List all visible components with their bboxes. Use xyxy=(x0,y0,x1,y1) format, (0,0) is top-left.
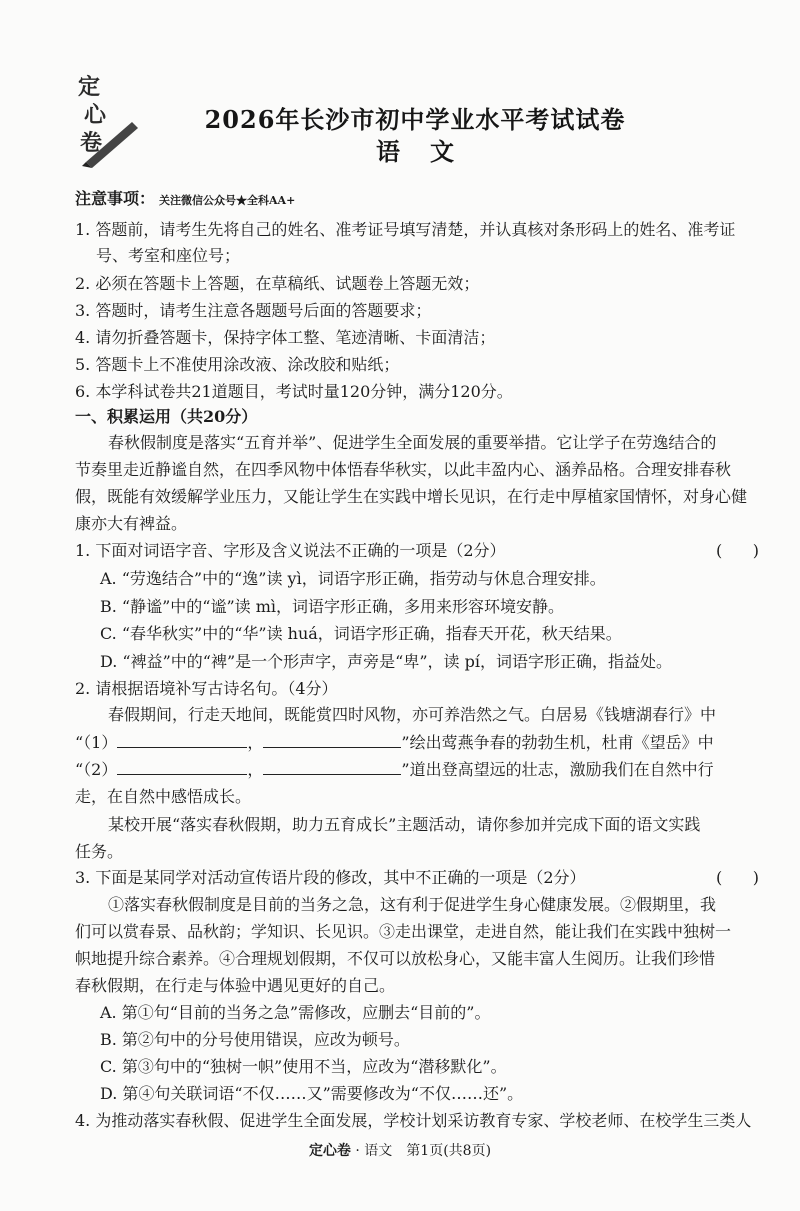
answer-blank[interactable] xyxy=(117,733,247,748)
q3-passage-line: 春秋假期，在行走与体验中遇见更好的自己。 xyxy=(75,976,396,995)
notice-label: 注意事项： xyxy=(75,189,156,208)
question-1-stem: 1. 下面对词语字音、字形及含义说法不正确的一项是（2分） xyxy=(75,541,506,560)
section-heading: 一、积累运用（共20分） xyxy=(75,407,258,426)
q1-option-d: D. “裨益”中的“裨”是一个形声字，声旁是“卑”，读 pí，词语字形正确，指益处。 xyxy=(100,652,672,671)
footer-subject: · 语文 xyxy=(350,1143,407,1159)
answer-blank[interactable] xyxy=(117,760,247,775)
q2-blank-line-1 xyxy=(75,733,714,753)
q1-option-b: B. “静谧”中的“谧”读 mì，词语字形正确，多用来形容环境安静。 xyxy=(100,597,565,616)
q3-passage-line: 们可以赏春景、品秋韵；学知识、长见识。③走出课堂，走进自然，能让我们在实践中独树一 xyxy=(75,922,732,941)
page-number: 第1页(共8页) xyxy=(406,1143,492,1159)
stamp-char: 卷 xyxy=(80,130,103,156)
passage-line: 春秋假制度是落实“五育并举”、促进学生全面发展的重要举措。它让学子在劳逸结合的 xyxy=(108,433,717,452)
page-footer xyxy=(0,1140,800,1160)
answer-paren: ( ) xyxy=(716,541,759,560)
exam-title: 2026年长沙市初中学业水平考试试卷 xyxy=(204,105,626,134)
comma: ， xyxy=(247,760,264,779)
blank-number: “（1） xyxy=(75,733,118,752)
q2-blank-line-2 xyxy=(75,760,714,780)
question-2-stem: 2. 请根据语境补写古诗名句。（4分） xyxy=(75,679,338,698)
stamp-char: 心 xyxy=(84,102,107,128)
subject-title: 语文 xyxy=(376,137,484,166)
comma: ， xyxy=(247,733,264,752)
q3-option-c: C. 第③句中的“独树一帜”使用不当，应改为“潜移默化”。 xyxy=(100,1057,507,1076)
q3-passage-line: 帜地提升综合素养。④合理规划假期，不仅可以放松身心，又能丰富人生阅历。让我们珍惜 xyxy=(75,949,716,968)
notice-item: 号、考室和座位号； xyxy=(96,246,241,265)
q2-text: ”道出登高望远的壮志，激励我们在自然中行 xyxy=(401,760,714,779)
q3-option-d: D. 第④句关联词语“不仅……又”需要修改为“不仅……还”。 xyxy=(100,1084,524,1103)
q3-passage-line: ①落实春秋假制度是目前的当务之急，这有利于促进学生身心健康发展。②假期里，我 xyxy=(108,895,717,914)
passage-line: 假，既能有效缓解学业压力，又能让学生在实践中增长见识，在行走中厚植家国情怀，对身心健 xyxy=(75,487,748,506)
passage-line: 节奏里走近静谧自然，在四季风物中体悟春华秋实，以此丰盈内心、涵养品格。合理安排春秋 xyxy=(75,460,732,479)
answer-paren: ( ) xyxy=(716,868,759,887)
notice-item: 4. 请勿折叠答题卡，保持字体工整、笔迹清晰、卡面清洁； xyxy=(75,328,496,347)
question-4-stem: 4. 为推动落实春秋假、促进学生全面发展，学校计划采访教育专家、学校老师、在校学生三类人 xyxy=(75,1111,752,1130)
footer-brand: 定心卷 xyxy=(308,1143,351,1159)
activity-intro: 任务。 xyxy=(75,842,124,861)
q2-context-line: 春假期间，行走天地间，既能赏四时风物，亦可养浩然之气。白居易《钱塘湖春行》中 xyxy=(108,705,717,724)
activity-intro: 某校开展“落实春秋假期，助力五育成长”主题活动，请你参加并完成下面的语文实践 xyxy=(108,815,701,834)
notice-item: 1. 答题前，请考生先将自己的姓名、准考证号填写清楚，并认真核对条形码上的姓名、准考证 xyxy=(75,220,736,239)
q2-text-line: 走，在自然中感悟成长。 xyxy=(75,787,252,806)
q1-option-a: A. “劳逸结合”中的“逸”读 yì，词语字形正确，指劳动与休息合理安排。 xyxy=(100,569,606,588)
q3-option-b: B. 第②句中的分号使用错误，应改为顿号。 xyxy=(100,1030,410,1049)
notice-item: 2. 必须在答题卡上答题，在草稿纸、试题卷上答题无效； xyxy=(75,274,480,293)
q1-option-c: C. “春华秋实”中的“华”读 huá，词语字形正确，指春天开花，秋天结果。 xyxy=(100,624,622,643)
answer-blank[interactable] xyxy=(263,760,401,775)
passage-line: 康亦大有裨益。 xyxy=(75,514,188,533)
blank-number: “（2） xyxy=(75,760,118,779)
notice-item: 6. 本学科试卷共21道题目，考试时量120分钟，满分120分。 xyxy=(75,382,513,401)
promo-text: 关注微信公众号★全科AA+ xyxy=(159,194,296,207)
question-3-stem: 3. 下面是某同学对活动宣传语片段的修改，其中不正确的一项是（2分） xyxy=(75,868,586,887)
q3-option-a: A. 第①句“目前的当务之急”需修改，应删去“目前的”。 xyxy=(100,1003,491,1022)
stamp-char: 定 xyxy=(78,74,101,100)
answer-blank[interactable] xyxy=(263,733,401,748)
notice-item: 5. 答题卡上不准使用涂改液、涂改胶和贴纸； xyxy=(75,355,400,374)
q2-text: ”绘出莺燕争春的勃勃生机，杜甫《望岳》中 xyxy=(401,733,714,752)
notice-heading-line xyxy=(75,189,295,211)
notice-item: 3. 答题时，请考生注意各题题号后面的答题要求； xyxy=(75,301,432,320)
